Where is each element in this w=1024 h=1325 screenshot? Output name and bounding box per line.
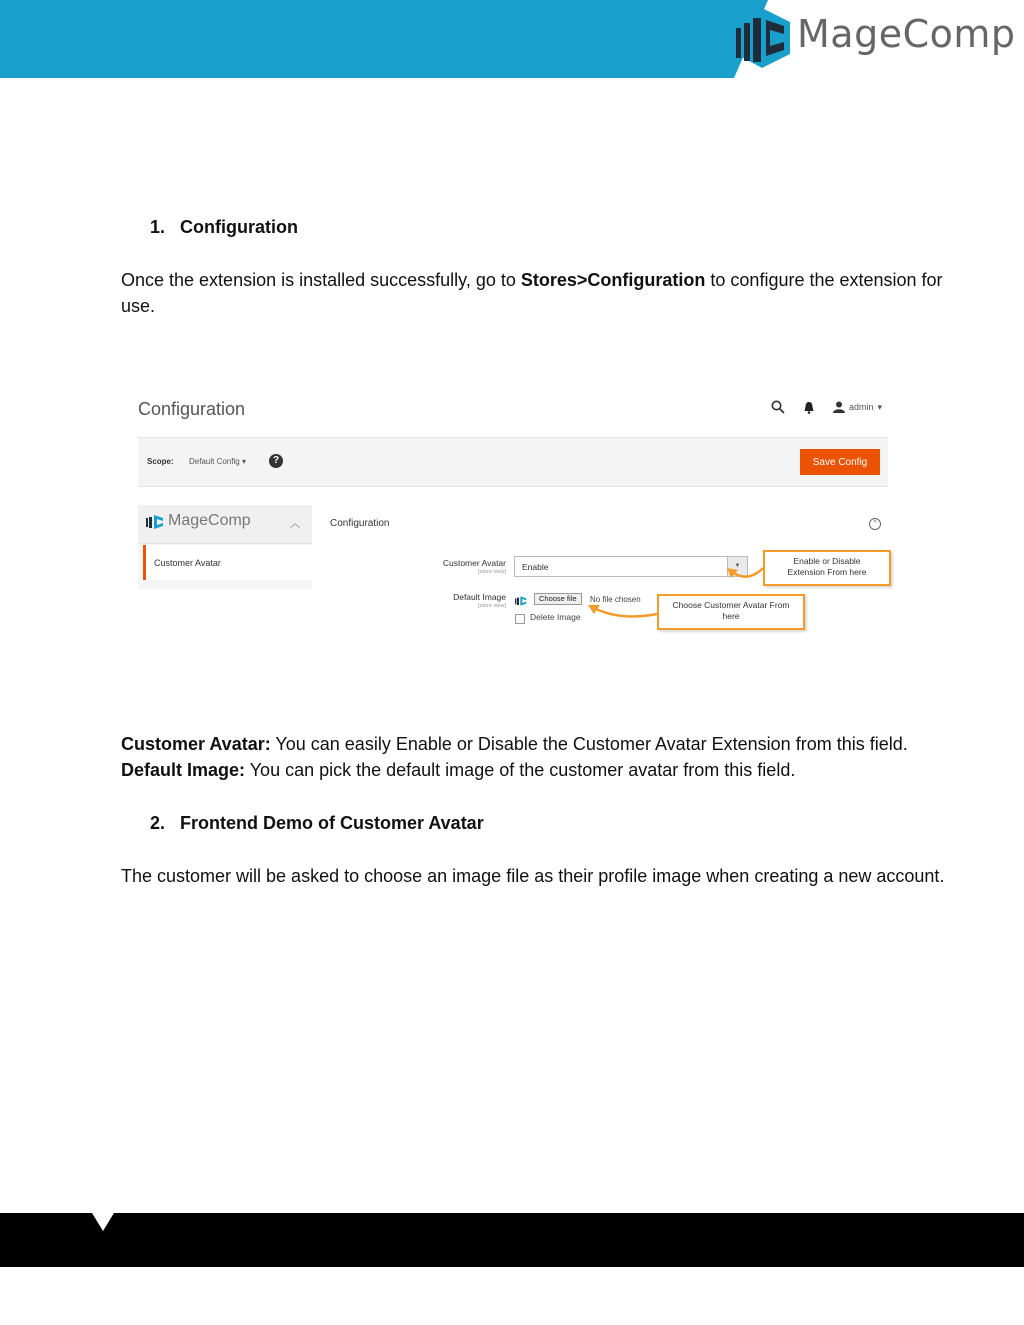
intro-bold-path: Stores>Configuration	[520, 270, 706, 290]
section-number: 1.	[150, 217, 166, 237]
chevron-down-icon: ▾	[241, 457, 246, 466]
intro-paragraph	[121, 267, 981, 319]
scope-value: Default Config	[189, 457, 240, 466]
section-title: Frontend Demo of Customer Avatar	[180, 813, 484, 833]
chevron-down-icon: ▼	[727, 557, 747, 576]
description-label: Customer Avatar:	[121, 734, 271, 754]
callout-line: here	[722, 611, 740, 621]
footer-band	[0, 1213, 1024, 1267]
delete-image-label: Delete Image	[530, 612, 581, 622]
choose-file-button[interactable]: Choose file	[534, 593, 582, 605]
chevron-down-icon: ▾	[877, 401, 882, 412]
callout-line: Enable or Disable	[793, 556, 861, 566]
customer-avatar-label: Customer Avatar	[442, 558, 506, 568]
chevron-up-icon[interactable]: ︿	[290, 519, 300, 530]
description-customer-avatar	[121, 731, 981, 757]
intro-text-end: to configure the extension for use.	[121, 270, 943, 316]
collapse-icon[interactable]: ^	[869, 518, 881, 530]
sidebar-brand: MageComp	[168, 512, 251, 529]
default-image-scope: [store view]	[478, 603, 506, 609]
description-text: You can easily Enable or Disable the Customer Avatar Extension from this field.	[270, 734, 908, 754]
arrow-line	[732, 568, 763, 577]
scope-label: Scope:	[147, 457, 174, 466]
arrow-head	[727, 568, 738, 578]
description-label: Default Image:	[121, 760, 246, 780]
select-value: Enable	[522, 562, 549, 572]
description-text: You can pick the default image of the customer avatar from this field.	[245, 760, 796, 780]
section-title: Configuration	[180, 217, 298, 237]
description-default-image	[121, 757, 981, 783]
footer-notch	[92, 1213, 114, 1231]
callout-line: Choose Customer Avatar From	[672, 600, 790, 610]
arrow-line	[594, 608, 657, 616]
customer-avatar-scope: [store view]	[478, 569, 506, 575]
default-image-label: Default Image	[453, 592, 506, 602]
admin-label: admin	[848, 402, 874, 412]
help-icon[interactable]: ?	[269, 454, 283, 468]
section-heading-frontend-demo	[150, 813, 484, 834]
callout-arrows	[130, 385, 902, 723]
config-page-title: Configuration	[138, 399, 246, 419]
callout-line: Extension From here	[787, 567, 867, 577]
save-config-button[interactable]: Save Config	[800, 449, 880, 475]
logo-wordmark: MageComp	[797, 12, 1016, 56]
admin-config-screenshot	[130, 385, 902, 723]
magecomp-logo-icon	[736, 8, 790, 68]
config-section-title: Configuration	[330, 518, 390, 529]
no-file-text: No file chosen	[590, 595, 641, 604]
section-number: 2.	[150, 813, 166, 833]
frontend-paragraph: The customer will be asked to choose an image file as their profile image when creating a new account.	[121, 866, 945, 886]
sidebar-item-label: Customer Avatar	[154, 558, 221, 568]
intro-text: Once the extension is installed successfully, go to	[121, 270, 521, 290]
section-heading-configuration	[150, 217, 298, 238]
